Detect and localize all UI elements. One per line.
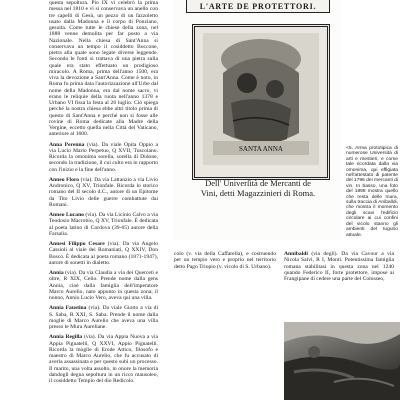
street-entry (49, 270, 158, 301)
entry-text: Da viale Giotto a via di S. Saba, R XXI, S. Saba. Prende il nome dalla moglie di Marco Aurelio che aveva una villa presso le Mura Aureliane. (49, 305, 158, 330)
entry-annibaldi (284, 251, 394, 282)
plate-inscription (178, 178, 338, 198)
plate-banner: L'ARTE DE PROTETTORI. (186, 0, 330, 13)
plate-inscription-line: Dell' Univerſità de Mercanti de (205, 178, 311, 188)
entry-text: Da via Angelo Cassioli al viale dei Romaniati, Q XXIV, Don Bosco. È dedicata al poeta romano (1871-1947), autore di sonetti in dialetto. (49, 241, 158, 266)
entry-tag: (via). (104, 241, 120, 247)
entry-head: Annia Regilla (49, 334, 83, 341)
entry-head: Annia (49, 270, 64, 276)
text-column-1 (49, 0, 158, 400)
entry-list (49, 142, 158, 385)
entry-tag: (via). (63, 270, 78, 276)
text-column-3 (284, 251, 394, 313)
entry-text: Da via Lattanzio a via Livio Andronico, Q XV, Trionfale. Ricorda lo storico romano del II secolo d.C., autore di un Epitome da Tito Livio delle guerre combattute dai Romani. (49, 176, 158, 208)
street-entry (49, 142, 158, 173)
saint-anne-engraving (203, 33, 319, 165)
entry-tag: (via). (79, 176, 93, 183)
entry-head: Annesi Filippo Cesare (49, 241, 105, 247)
entry-text: Da via Cavour a via Nicola Salvi, R I, Monti. Potentissima famiglia romana stabilitasi in questa zona nel 1240 quando Federico II, forte protettore, impose ai Frangipane di cedere una parte del Colosseo, (284, 251, 394, 282)
entry-head: Anna Perenna (49, 141, 85, 148)
entry-text: Da via Claudia a via dei Querceti e oltre, R XIX, Celio. Prende nome dalla gens Annia, cioè dalla famiglia dell'imperatore Marco Aurelio, nato appunto in questa zona; il nonno, Annio Lucio Vero, aveva qui una villa. (49, 270, 158, 301)
entry-tag: (via). (84, 141, 99, 148)
plate-frame (192, 24, 330, 180)
entry-tag: (via degli). (307, 251, 338, 257)
street-entry (49, 305, 158, 330)
plate-inscription-line: Vini, detti Magazzinieri di Roma. (200, 188, 316, 198)
street-entry (49, 334, 158, 384)
plate-image-label: SANTA ANNA (239, 145, 283, 153)
entry-tag: (via). (83, 212, 98, 218)
street-entry (49, 177, 158, 208)
entry-text: Da via Licinio Calvo a via Teodosio Macrobio, Q XV, Trionfale. È dedicata al poeta latino di Cordova (39-65) autore della Farsalia. (49, 212, 158, 237)
entry-text: Da via Appia Nuova a via Appia Pignatelli, Q XXVI, Appio Pignatelli. Ricorda la moglie di Erode Attico, filosofo e maestro di Marco Aurelio, che fu accusato di averla assassinata e per questo subì un processo. Il marito, una volta assolto, in onore la memoria dandogli degna sepoltura in un ricco mausoleo, il cosiddetto Tempio del dio Redicolo. (49, 334, 158, 384)
street-entry (49, 212, 158, 237)
entry-head: Annia Faustina (49, 305, 87, 312)
entry-tag: (via). (86, 305, 101, 312)
plate-illustration (174, 0, 342, 240)
excavation-photo (284, 322, 400, 400)
intro-paragraph: questa sepoltura. Pio IX vi celebrò la prima messa nel 1810 e vi si conservava un anello con tre capelli di Gesù, un pezzo di un fazzoletto usato dalla Madonna e il corpo di Ponziano, gesuita. Come tutte le chiese della zona, nel 1888 venne demolita per far posto a via Nazionale. Nella chiesa di Sant'Anna si conservava un tempo il cosiddetto Boccone, pietra alla quale sono legate diverse leggende. Secondo le fonti si trattava di una pietra sulla quale era stato effettuato un prodigioso miracolo. A Roma, prima dell'anno 1500, era viva la devozione a Sant'Anna. Come è noto, in Roma fu prima data l'autorizzazione all'Urbe dal nome della Madonna, era dal nome sacro, vi erano le reliquie della ruota nell'anno 1378 e Urbano VI fissa la festa al 26 luglio. Ciò spiega perché la nostra chiesa ebbe altri titolo prima di questo di Sant'Anna e perché non si fosse alle rovine di Roma dedicate alla Madre della Vergine, eccetto quella nella Città del Vaticano, anteriore al 1600. (49, 0, 158, 138)
entry-head: Annibaldi (284, 251, 308, 257)
text-column-2 (174, 251, 276, 400)
continuation-paragraph: colo (v. via della Caffarella), e costruendo per un tempio vero e proprio nel territorio detto Pago Triopio (v. vicolo di S. Urbano). (174, 251, 276, 270)
entry-text: Da viale Opita Oppio a via Lucio Mario Perpetuo, Q XVII, Tuscolano. Ricorda la omonima sorella, sorella di Didone, secondo la tradizione, il cui culto era in rapporto con l'inizio e la fine dell'anno. (49, 141, 158, 173)
entry-tag: (via). (82, 334, 97, 341)
entry-head: Anneo Floro (49, 176, 80, 183)
figure-caption: <5. Arma prototipica di numerose Università di arti e mestieri, e come tale ricordata dalla via omonima, qui effigiata nell'attestato di patente del 1796 dei mercanti di vin. In basso, una foto del 1898 mostra quello che resta delle mura, sulla traccia di Aniballdi, che mostra il momento degli scavi l'edificio circolare ai cui confini del vicolo stanno gli ambienti del tugurio attuale. (346, 146, 398, 238)
excavation-photo-image (284, 322, 400, 400)
entry-head: Anneo Lucano (49, 212, 84, 218)
street-entry (49, 241, 158, 266)
